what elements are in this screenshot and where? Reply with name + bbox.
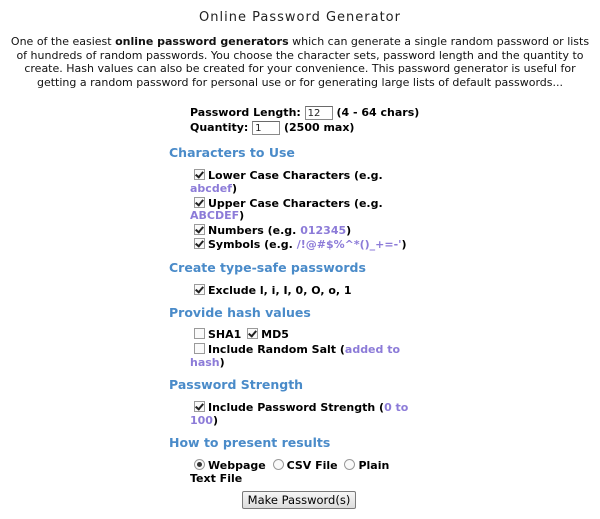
exclude-ambiguous-option[interactable]	[194, 284, 352, 297]
password-strength-checkbox[interactable]	[194, 401, 205, 412]
password-length-input[interactable]	[305, 106, 333, 120]
quantity-input[interactable]	[252, 121, 280, 135]
numbers-hint: 012345	[300, 224, 347, 237]
hash-section-heading: Provide hash values	[169, 305, 311, 320]
random-salt-checkbox[interactable]	[194, 343, 205, 354]
md5-label: MD5	[261, 328, 289, 341]
lower-case-close: )	[231, 182, 237, 195]
upper-case-close: )	[239, 209, 245, 222]
quantity-label: Quantity:	[190, 121, 249, 134]
characters-section-heading: Characters to Use	[169, 145, 295, 160]
lower-case-option[interactable]	[194, 169, 384, 182]
plain-text-label-1: Plain	[358, 459, 390, 472]
numbers-label: Numbers (e.g.	[208, 224, 297, 237]
numbers-option[interactable]	[194, 224, 351, 237]
password-strength-option[interactable]	[194, 401, 408, 414]
intro-text-start: One of the easiest	[10, 35, 116, 48]
make-passwords-button[interactable]: Make Password(s)	[242, 491, 356, 509]
password-strength-close: )	[212, 414, 218, 427]
plain-text-label-row	[190, 472, 242, 485]
intro-text-rest: which can generate a single random password or lists of hundreds of random passwords. You choose the character sets, password length and the quantity to create. Hash values can also be created for your convenience. This password generator is useful for getting a random password for personal use or for generating large lists of default passwords...	[16, 35, 590, 89]
password-strength-hint-2: 100	[190, 414, 213, 427]
password-length-note: (4 - 64 chars)	[336, 106, 420, 119]
plain-text-radio[interactable]	[344, 459, 355, 470]
random-salt-close: )	[219, 356, 225, 369]
csv-label: CSV File	[286, 459, 338, 472]
symbols-checkbox[interactable]	[194, 238, 205, 249]
numbers-checkbox[interactable]	[194, 224, 205, 235]
quantity-note: (2500 max)	[283, 121, 355, 134]
password-strength-hint-1: 0 to	[384, 401, 409, 414]
password-strength-label: Include Password Strength (	[208, 401, 385, 414]
lower-case-label: Lower Case Characters (e.g.	[208, 169, 383, 182]
md5-checkbox[interactable]	[247, 328, 258, 339]
exclude-ambiguous-checkbox[interactable]	[194, 284, 205, 295]
password-length-row	[190, 106, 419, 120]
password-length-label: Password Length:	[190, 106, 301, 119]
quantity-row	[190, 121, 354, 135]
webpage-radio[interactable]	[194, 459, 205, 470]
strength-section-heading: Password Strength	[169, 377, 304, 392]
lower-case-hint-row	[190, 182, 237, 195]
random-salt-hint-1: added to	[344, 343, 401, 356]
random-salt-option[interactable]	[194, 343, 400, 356]
random-salt-hint-2: hash	[190, 356, 220, 369]
random-salt-label: Include Random Salt (	[208, 343, 345, 356]
upper-case-hint-row	[190, 209, 244, 222]
symbols-option[interactable]	[194, 238, 407, 251]
page-title: Online Password Generator	[199, 10, 401, 25]
upper-case-checkbox[interactable]	[194, 197, 205, 208]
sha1-checkbox[interactable]	[194, 328, 205, 339]
intro-bold-text: online password generators	[115, 35, 289, 48]
random-salt-hint-row	[190, 356, 225, 369]
upper-case-hint: ABCDEF	[190, 209, 240, 222]
typesafe-section-heading: Create type-safe passwords	[169, 260, 366, 275]
symbols-hint: /!@#$%^*()_+=-'	[296, 238, 402, 251]
present-options-row	[194, 459, 389, 472]
upper-case-label: Upper Case Characters (e.g.	[208, 197, 383, 210]
symbols-label: Symbols (e.g.	[208, 238, 293, 251]
sha1-label: SHA1	[208, 328, 242, 341]
lower-case-checkbox[interactable]	[194, 169, 205, 180]
password-strength-hint-row	[190, 414, 218, 427]
symbols-close: )	[401, 238, 407, 251]
plain-text-label-2: Text File	[190, 472, 243, 485]
intro-paragraph	[4, 35, 596, 89]
lower-case-hint: abcdef	[190, 182, 232, 195]
present-section-heading: How to present results	[169, 435, 331, 450]
numbers-close: )	[346, 224, 352, 237]
webpage-label: Webpage	[208, 459, 266, 472]
hash-algorithms-row	[194, 328, 289, 341]
csv-radio[interactable]	[273, 459, 284, 470]
exclude-ambiguous-label: Exclude l, i, I, 0, O, o, 1	[208, 284, 352, 297]
